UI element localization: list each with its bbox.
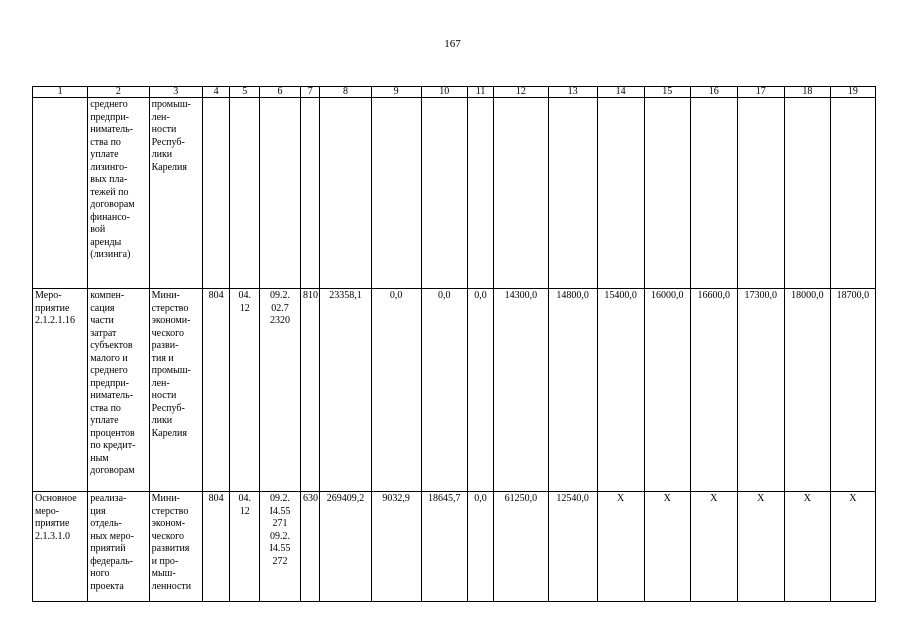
cell-value [320, 98, 371, 289]
header-cell: 9 [371, 87, 421, 98]
cell-grbs: 804 [202, 492, 230, 602]
table-row [33, 492, 876, 602]
cell-value: 23358,1 [320, 289, 371, 492]
cell-value: X [597, 492, 644, 602]
cell-rzpr [230, 98, 260, 289]
cell-value: 14800,0 [548, 289, 597, 492]
cell-vr: 810 [300, 289, 319, 492]
cell-value: X [830, 492, 875, 602]
cell-value: 0,0 [371, 289, 421, 492]
cell-value [784, 98, 830, 289]
cell-value: 0,0 [467, 492, 494, 602]
cell-code: Меро- приятие 2.1.2.1.16 [33, 289, 88, 492]
cell-grbs: 804 [202, 289, 230, 492]
header-cell: 7 [300, 87, 319, 98]
header-cell: 18 [784, 87, 830, 98]
cell-name: реализа- ция отдель- ных меро- приятий федераль- ного проекта [88, 492, 149, 602]
header-cell: 4 [202, 87, 230, 98]
budget-table [32, 86, 876, 602]
cell-vr: 630 [300, 492, 319, 602]
header-cell: 12 [494, 87, 548, 98]
header-cell: 5 [230, 87, 260, 98]
cell-value: 16600,0 [690, 289, 737, 492]
cell-rzpr: 04. 12 [230, 492, 260, 602]
header-row [33, 87, 876, 98]
cell-value [421, 98, 467, 289]
cell-value: 18645,7 [421, 492, 467, 602]
cell-rzpr: 04. 12 [230, 289, 260, 492]
header-cell: 3 [149, 87, 202, 98]
header-cell: 14 [597, 87, 644, 98]
cell-executor: промыш- лен- ности Респуб- лики Карелия [149, 98, 202, 289]
cell-value: 0,0 [467, 289, 494, 492]
cell-value: 15400,0 [597, 289, 644, 492]
cell-vr [300, 98, 319, 289]
cell-value: 16000,0 [644, 289, 690, 492]
cell-value: 14300,0 [494, 289, 548, 492]
header-cell: 8 [320, 87, 371, 98]
cell-value: 61250,0 [494, 492, 548, 602]
cell-csr: 09.2. 02.7 2320 [260, 289, 301, 492]
cell-value: 0,0 [421, 289, 467, 492]
header-cell: 2 [88, 87, 149, 98]
cell-value: 269409,2 [320, 492, 371, 602]
cell-value: X [784, 492, 830, 602]
page-number: 167 [444, 38, 461, 50]
cell-name: среднего предпри- ниматель- ства по уплате лизинго- вых пла- тежей по договорам финансо- вой аренды (лизинга) [88, 98, 149, 289]
cell-value [371, 98, 421, 289]
header-cell: 1 [33, 87, 88, 98]
cell-value [737, 98, 784, 289]
cell-code: Основное меро- приятие 2.1.3.1.0 [33, 492, 88, 602]
cell-value: 17300,0 [737, 289, 784, 492]
cell-value: 18000,0 [784, 289, 830, 492]
cell-value: 9032,9 [371, 492, 421, 602]
cell-grbs [202, 98, 230, 289]
cell-value [597, 98, 644, 289]
header-cell: 16 [690, 87, 737, 98]
cell-value [644, 98, 690, 289]
header-cell: 17 [737, 87, 784, 98]
header-cell: 6 [260, 87, 301, 98]
cell-executor: Мини- стерство экономи- ческого разви- тия и промыш- лен- ности Респуб- лики Карелия [149, 289, 202, 492]
cell-executor: Мини- стерство эконом- ческого развития и про- мыш- ленности [149, 492, 202, 602]
cell-value: X [737, 492, 784, 602]
cell-code [33, 98, 88, 289]
cell-value [467, 98, 494, 289]
table-row [33, 289, 876, 492]
cell-value: 12540,0 [548, 492, 597, 602]
cell-csr [260, 98, 301, 289]
cell-value [830, 98, 875, 289]
cell-value [548, 98, 597, 289]
header-cell: 19 [830, 87, 875, 98]
cell-value: X [690, 492, 737, 602]
cell-value: X [644, 492, 690, 602]
header-cell: 11 [467, 87, 494, 98]
cell-csr: 09.2. I4.55 271 09.2. I4.55 272 [260, 492, 301, 602]
cell-value [494, 98, 548, 289]
header-cell: 10 [421, 87, 467, 98]
cell-value [690, 98, 737, 289]
cell-name: компен- сация части затрат субъектов малого и среднего предпри- ниматель- ства по уплате процентов по кредит- ным договорам [88, 289, 149, 492]
table-row [33, 98, 876, 289]
cell-value: 18700,0 [830, 289, 875, 492]
header-cell: 13 [548, 87, 597, 98]
header-cell: 15 [644, 87, 690, 98]
